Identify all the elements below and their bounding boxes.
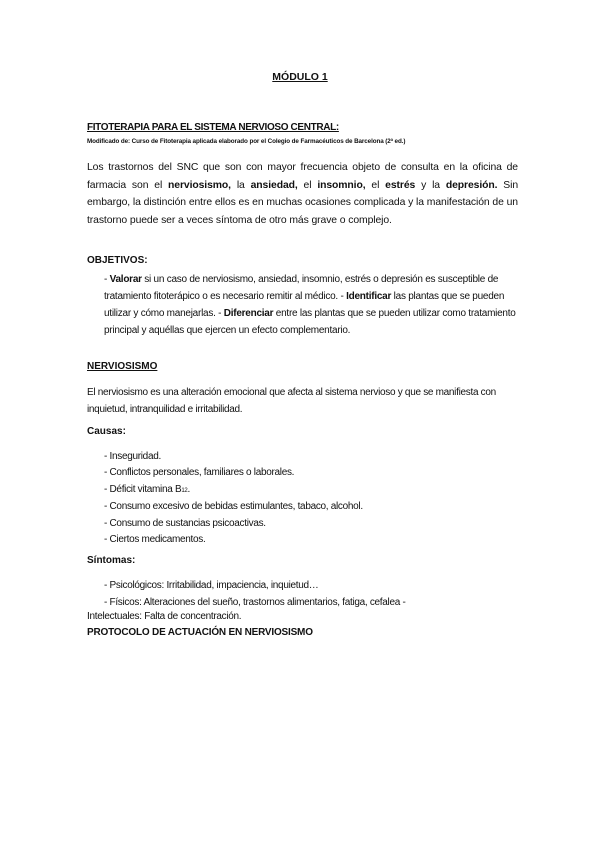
section-heading: FITOTERAPIA PARA EL SISTEMA NERVIOSO CENTRAL: xyxy=(87,122,339,133)
list-item: - Conflictos personales, familiares o laborales. xyxy=(104,467,295,479)
intro-paragraph: Los trastornos del SNC que son con mayor frecuencia objeto de consulta en la oficina de farmacia son el nerviosismo, la ansiedad, el insomnio, el estrés y la depresión. Sin embargo, la distinción entre ellos es en muchas ocasiones complicada y la manifestación de un trastorno puede ser a veces síntoma de otro más grave o complejo. xyxy=(87,162,519,226)
list-item: - Físicos: Alteraciones del sueño, trastornos alimentarios, fatiga, cefalea - xyxy=(104,597,406,608)
sintomas-continuation: Intelectuales: Falta de concentración. xyxy=(87,611,242,622)
causas-list xyxy=(104,449,524,548)
objetivos-heading: OBJETIVOS: xyxy=(87,255,148,266)
list-item: - Consumo excesivo de bebidas estimulantes, tabaco, alcohol. xyxy=(104,501,363,513)
list-item: - Déficit vitamina B12. xyxy=(104,483,190,495)
source-note: Modificado de: Curso de Fitoterapia aplicada elaborado por el Colegio de Farmacéuticos de Barcelona (2ª ed.) xyxy=(87,138,406,145)
sintomas-heading: Síntomas: xyxy=(87,555,136,566)
objetivos-list: - Valorar si un caso de nerviosismo, ansiedad, insomnio, estrés o depresión es susceptible de tratamiento fitoterápico o es necesario remitir al médico. - Identificar las plantas que se pueden utilizar y cómo manejarlas. - Diferenciar entre las plantas que se pueden utilizar como tratamiento principal y aquéllas que ejercen un efecto complementario. xyxy=(104,274,516,336)
nerviosismo-definition: El nerviosismo es una alteración emocional que afecta al sistema nervioso y que se manifiesta con inquietud, intranquilidad e irritabilidad. xyxy=(87,387,496,415)
causas-heading: Causas: xyxy=(87,426,126,437)
list-item: - Inseguridad. xyxy=(104,451,161,462)
list-item: - Consumo de sustancias psicoactivas. xyxy=(104,517,266,529)
protocolo-heading: PROTOCOLO DE ACTUACIÓN EN NERVIOSISMO xyxy=(87,627,313,638)
list-item: - Psicológicos: Irritabilidad, impaciencia, inquietud… xyxy=(104,580,319,591)
nerviosismo-heading: NERVIOSISMO xyxy=(87,361,158,372)
sintomas-list xyxy=(104,577,524,611)
list-item: - Ciertos medicamentos. xyxy=(104,534,206,546)
page-title: MÓDULO 1 xyxy=(272,71,328,83)
